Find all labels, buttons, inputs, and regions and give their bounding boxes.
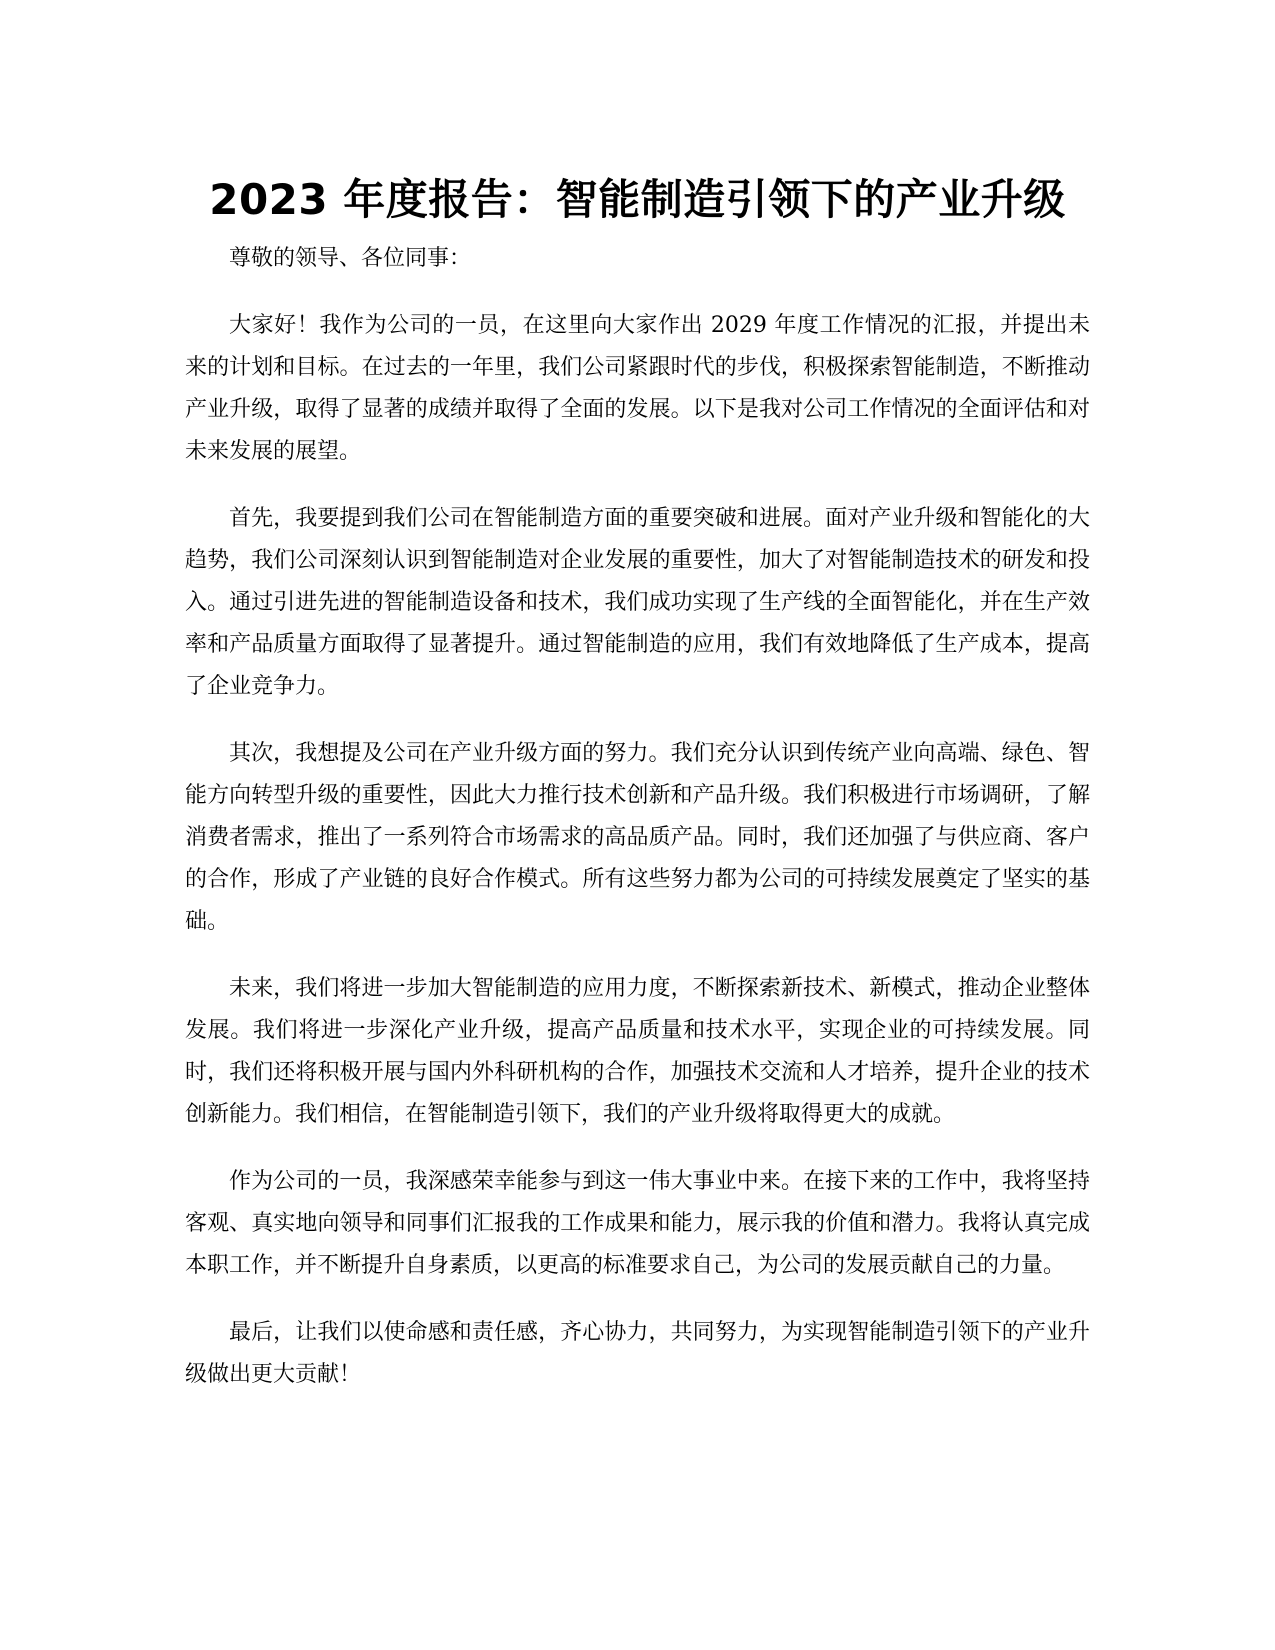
paragraph: 首先，我要提到我们公司在智能制造方面的重要突破和进展。面对产业升级和智能化的大趋势，我们公司深刻认识到智能制造对企业发展的重要性，加大了对智能制造技术的研发和投入。通过引进先进的智能制造设备和技术，我们成功实现了生产线的全面智能化，并在生产效率和产品质量方面取得了显著提升。通过智能制造的应用，我们有效地降低了生产成本，提高了企业竞争力。 bbox=[185, 506, 1090, 699]
paragraph: 最后，让我们以使命感和责任感，齐心协力，共同努力，为实现智能制造引领下的产业升级做出更大贡献！ bbox=[185, 1320, 1090, 1387]
document-title: 2023 年度报告：智能制造引领下的产业升级 bbox=[209, 175, 1066, 225]
salutation: 尊敬的领导、各位同事： bbox=[229, 246, 472, 271]
paragraph: 作为公司的一员，我深感荣幸能参与到这一伟大事业中来。在接下来的工作中，我将坚持客观、真实地向领导和同事们汇报我的工作成果和能力，展示我的价值和潜力。我将认真完成本职工作，并不断提升自身素质，以更高的标准要求自己，为公司的发展贡献自己的力量。 bbox=[185, 1169, 1090, 1278]
paragraph: 其次，我想提及公司在产业升级方面的努力。我们充分认识到传统产业向高端、绿色、智能方向转型升级的重要性，因此大力推行技术创新和产品升级。我们积极进行市场调研，了解消费者需求，推出了一系列符合市场需求的高品质产品。同时，我们还加强了与供应商、客户的合作，形成了产业链的良好合作模式。所有这些努力都为公司的可持续发展奠定了坚实的基础。 bbox=[185, 741, 1090, 934]
document-body bbox=[185, 238, 1090, 1421]
paragraph: 未来，我们将进一步加大智能制造的应用力度，不断探索新技术、新模式，推动企业整体发展。我们将进一步深化产业升级，提高产品质量和技术水平，实现企业的可持续发展。同时，我们还将积极开展与国内外科研机构的合作，加强技术交流和人才培养，提升企业的技术创新能力。我们相信，在智能制造引领下，我们的产业升级将取得更大的成就。 bbox=[185, 976, 1090, 1127]
paragraph: 大家好！我作为公司的一员，在这里向大家作出 2029 年度工作情况的汇报，并提出未来的计划和目标。在过去的一年里，我们公司紧跟时代的步伐，积极探索智能制造，不断推动产业升级，取得了显著的成绩并取得了全面的发展。以下是我对公司工作情况的全面评估和对未来发展的展望。 bbox=[185, 313, 1090, 464]
